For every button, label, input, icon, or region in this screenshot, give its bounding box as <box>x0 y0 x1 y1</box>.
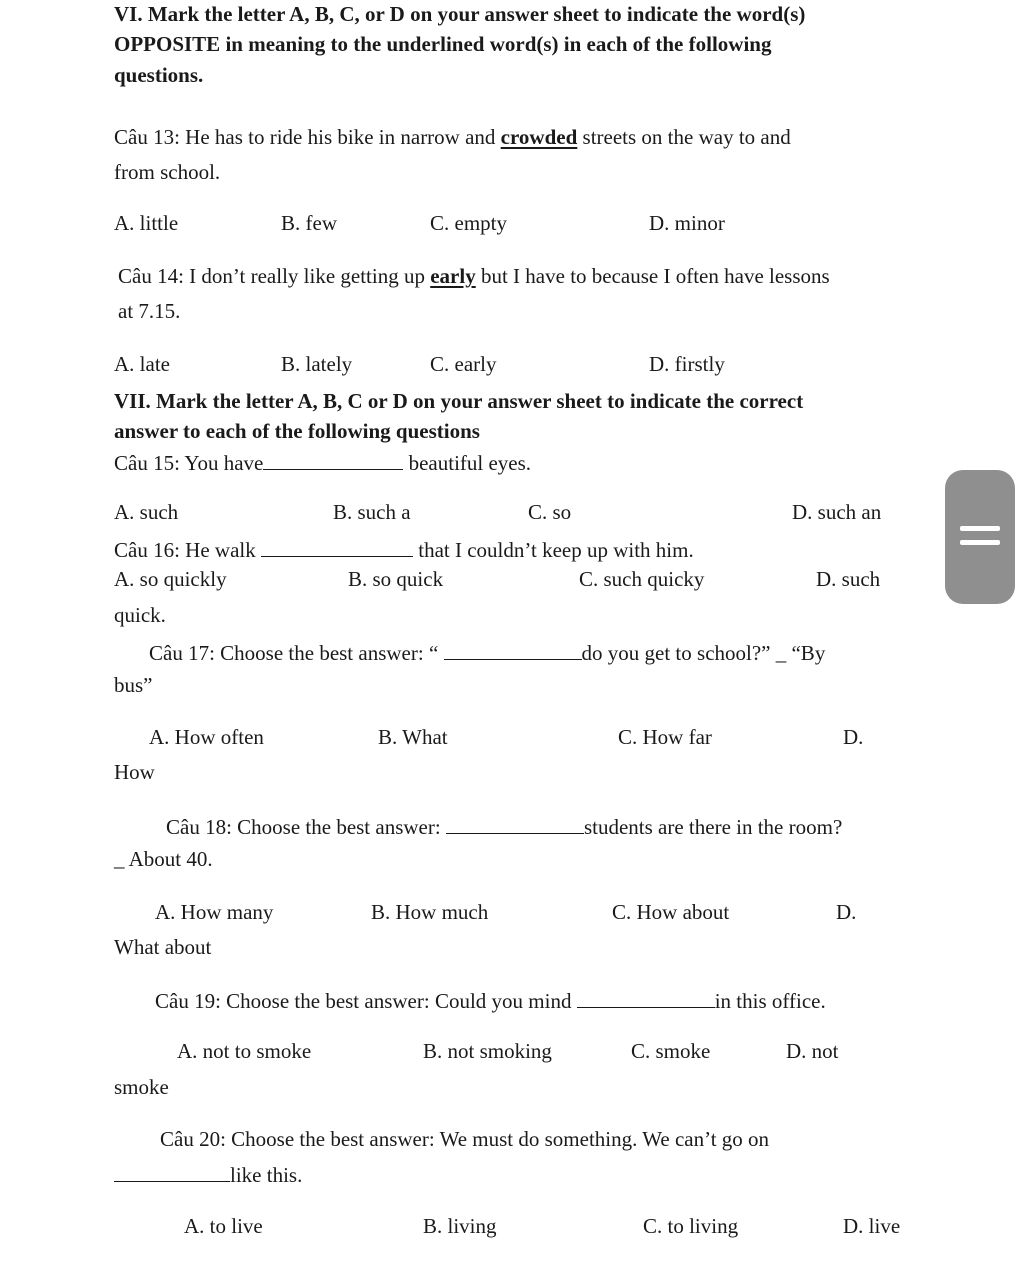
question-15 <box>114 451 531 474</box>
q14-option-c[interactable]: C. early <box>430 352 497 376</box>
question-18-text: Câu 18: Choose the best answer: <box>166 815 446 839</box>
q19-option-d-continuation: smoke <box>114 1075 169 1099</box>
section-6-heading-line-3: questions. <box>114 63 204 87</box>
q19-option-a[interactable]: A. not to smoke <box>177 1039 312 1063</box>
question-17-continuation: bus” <box>114 673 153 697</box>
section-7-heading-line-2: answer to each of the following questions <box>114 419 480 443</box>
question-16-text: Câu 16: He walk <box>114 538 261 562</box>
question-14 <box>118 266 830 287</box>
question-13-underlined-word: crowded <box>500 125 578 149</box>
question-18-continuation: _ About 40. <box>114 847 213 871</box>
question-20: Câu 20: Choose the best answer: We must do something. We can’t go on <box>160 1127 770 1151</box>
q18-option-d-continuation: What about <box>114 935 212 959</box>
q14-option-a[interactable]: A. late <box>114 352 170 376</box>
question-15-blank[interactable] <box>263 451 403 470</box>
section-7-heading-line-1: VII. Mark the letter A, B, C or D on your answer sheet to indicate the correct <box>114 389 804 413</box>
q14-option-d[interactable]: D. firstly <box>649 352 725 376</box>
q15-option-b[interactable]: B. such a <box>333 500 411 524</box>
question-19 <box>155 989 826 1012</box>
q18-option-c[interactable]: C. How about <box>612 900 730 924</box>
q19-option-d[interactable]: D. not <box>786 1039 839 1063</box>
question-14-underlined-word: early <box>430 264 476 288</box>
q17-option-a[interactable]: A. How often <box>149 725 264 749</box>
q15-option-a[interactable]: A. such <box>114 500 179 524</box>
q16-option-c[interactable]: C. such quicky <box>579 567 705 591</box>
question-15-text: Câu 15: You have <box>114 451 264 475</box>
section-6-heading-line-1: VI. Mark the letter A, B, C, or D on your answer sheet to indicate the word(s) <box>114 2 806 26</box>
q13-option-c[interactable]: C. empty <box>430 211 507 235</box>
q18-option-a[interactable]: A. How many <box>155 900 274 924</box>
question-19-text: Câu 19: Choose the best answer: Could you mind <box>155 989 577 1013</box>
q15-option-d[interactable]: D. such an <box>792 500 882 524</box>
question-13-text-end: streets on the way to and <box>577 125 791 149</box>
q13-option-a[interactable]: A. little <box>114 211 179 235</box>
question-13-text: Câu 13: He has to ride his bike in narrow and <box>114 125 501 149</box>
question-14-text-end: but I have to because I often have lessons <box>475 264 830 288</box>
q17-option-b[interactable]: B. What <box>378 725 448 749</box>
question-17-text: Câu 17: Choose the best answer: “ <box>149 641 444 665</box>
q16-option-a[interactable]: A. so quickly <box>114 567 227 591</box>
question-15-text-end: beautiful eyes. <box>403 451 532 475</box>
question-16-text-end: that I couldn’t keep up with him. <box>412 538 694 562</box>
question-17 <box>149 641 825 664</box>
q16-option-d-continuation: quick. <box>114 603 166 627</box>
q19-option-c[interactable]: C. smoke <box>631 1039 711 1063</box>
question-17-text-end: do you get to school?” _ “By <box>581 641 826 665</box>
q13-option-b[interactable]: B. few <box>281 211 337 235</box>
q14-option-b[interactable]: B. lately <box>281 352 353 376</box>
question-13-continuation: from school. <box>114 160 221 184</box>
q16-option-b[interactable]: B. so quick <box>348 567 444 591</box>
question-16 <box>114 538 694 561</box>
q18-option-b[interactable]: B. How much <box>371 900 489 924</box>
question-20-blank[interactable] <box>114 1163 230 1182</box>
q20-option-d[interactable]: D. live <box>843 1214 901 1238</box>
question-18-blank[interactable] <box>446 815 584 834</box>
question-17-blank[interactable] <box>444 641 582 660</box>
q15-option-c[interactable]: C. so <box>528 500 572 524</box>
q19-option-b[interactable]: B. not smoking <box>423 1039 552 1063</box>
question-19-text-end: in this office. <box>714 989 826 1013</box>
question-14-text: Câu 14: I don’t really like getting up <box>118 264 431 288</box>
q13-option-d[interactable]: D. minor <box>649 211 725 235</box>
question-13 <box>114 127 791 148</box>
q17-option-c[interactable]: C. How far <box>618 725 712 749</box>
q17-option-d[interactable]: D. <box>843 725 864 749</box>
question-18-text-end: students are there in the room? <box>583 815 843 839</box>
q17-option-d-continuation: How <box>114 760 155 784</box>
question-18 <box>166 815 842 838</box>
question-20-text-end: like this. <box>230 1163 303 1187</box>
q20-option-c[interactable]: C. to living <box>643 1214 739 1238</box>
q18-option-d[interactable]: D. <box>836 900 857 924</box>
question-16-blank[interactable] <box>261 538 413 557</box>
q20-option-b[interactable]: B. living <box>423 1214 497 1238</box>
q16-option-d[interactable]: D. such <box>816 567 881 591</box>
section-6-heading-line-2: OPPOSITE in meaning to the underlined word(s) in each of the following <box>114 32 772 56</box>
question-19-blank[interactable] <box>577 989 715 1008</box>
scroll-handle[interactable] <box>945 470 1015 604</box>
question-20-continuation <box>114 1163 302 1186</box>
question-14-continuation: at 7.15. <box>118 299 181 323</box>
q20-option-a[interactable]: A. to live <box>184 1214 263 1238</box>
